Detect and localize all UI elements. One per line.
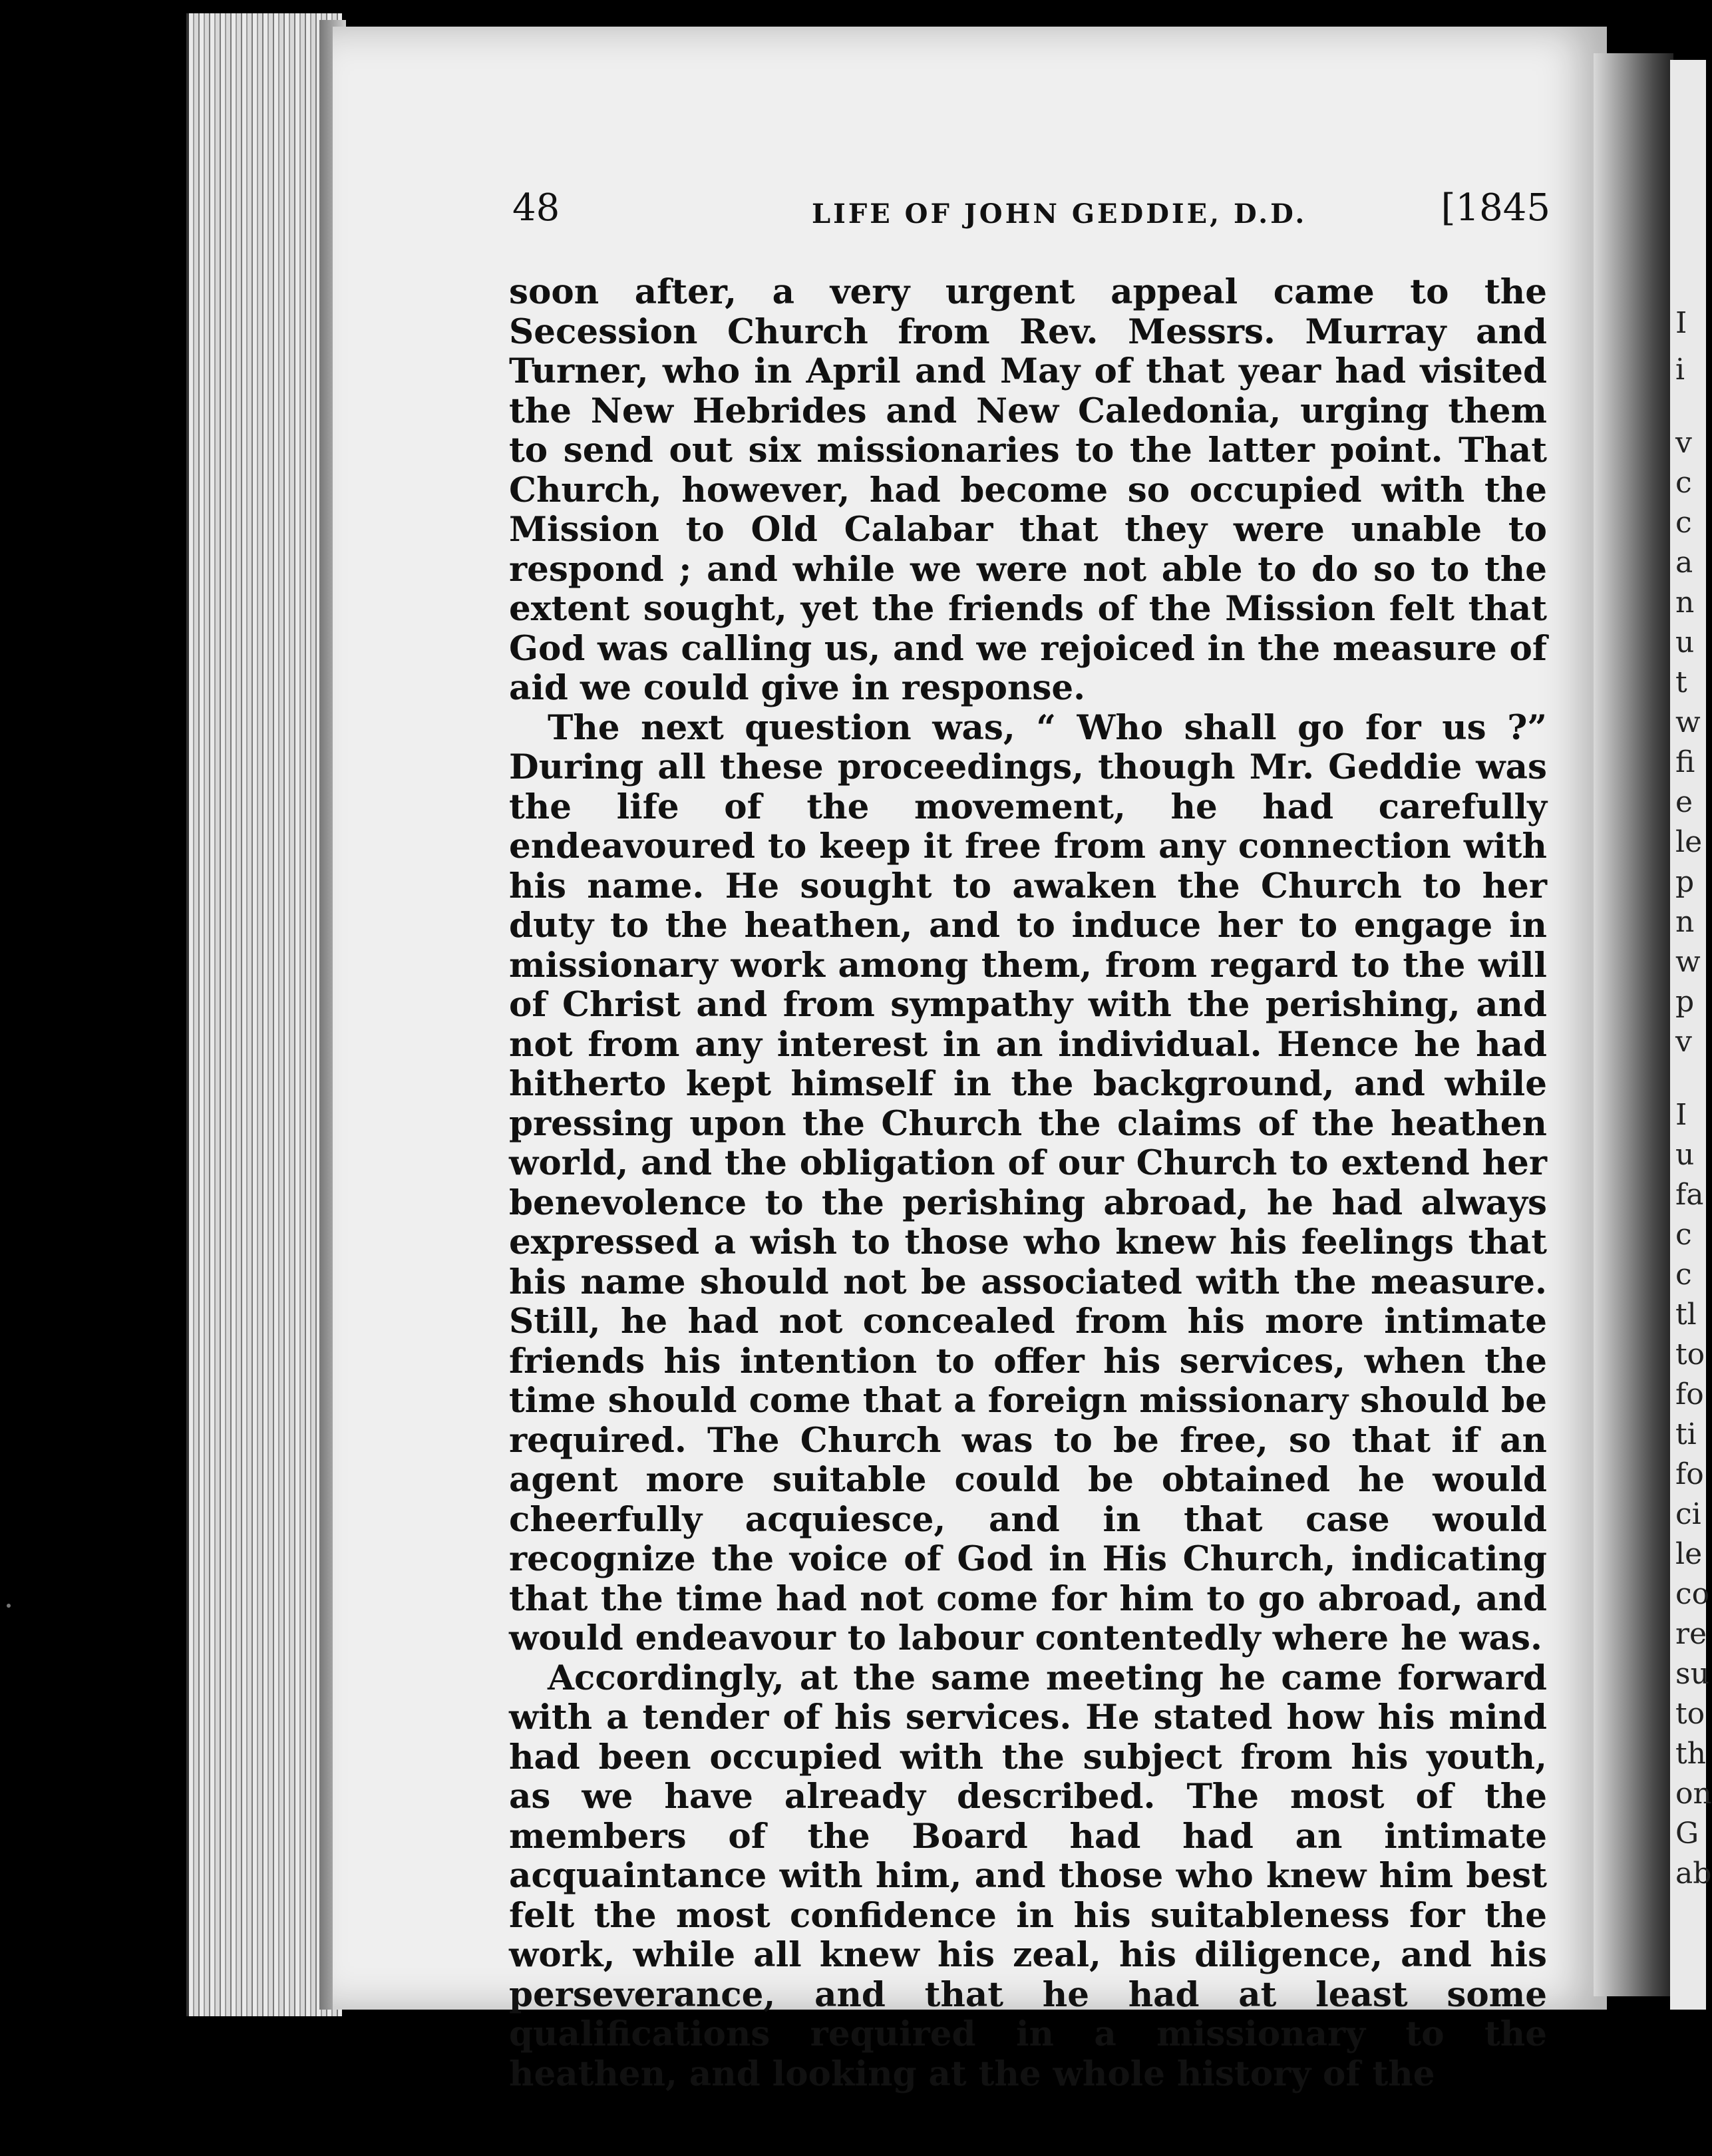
- next-page-fragment: v: [1675, 426, 1692, 460]
- next-page-fragment: G: [1675, 1817, 1699, 1851]
- page-number: 48: [512, 186, 560, 230]
- next-page-fragment: v: [1675, 1025, 1692, 1059]
- next-page-fragment: le: [1675, 1537, 1703, 1571]
- next-page-fragment: re: [1675, 1617, 1707, 1651]
- next-page-fragment: i: [1675, 353, 1685, 387]
- next-page-fragment: I: [1675, 306, 1687, 340]
- book-page-edges: [186, 13, 342, 2016]
- next-page-fragment: to: [1675, 1697, 1705, 1731]
- page-header: [512, 186, 1550, 240]
- next-page-edge: [1670, 60, 1712, 2010]
- paragraph-2: The next question was, “ Who shall go for us ?” During all these proceedings, though Mr. Geddie was the life of the movement, he had carefully endeavoured to keep it free from any connection with his name. He sought to awaken the Church to her duty to the heathen, and to induce her to engage in missionary work among them, from regard to the will of Christ and from sympathy with the perishing, and not from any interest in an individual. Hence he had hitherto kept himself in the background, and while pressing upon the Church the claims of the heathen world, and the obligation of our Church to extend her benevolence to the perishing abroad, he had always expressed a wish to those who knew his feelings that his name should not be associated with the measure. Still, he had not concealed from his more intimate friends his intention to offer his services, when the time should come that a foreign missionary should be required. The Church was to be free, so that if an agent more suitable could be obtained he would cheerfully acquiesce, and in that case would recognize the voice of God in His Church, indicating that the time had not come for him to go abroad, and would endeavour to labour contentedly where he was.: [509, 707, 1547, 1658]
- next-page-fragment: fo: [1675, 1457, 1704, 1491]
- paragraph-3: Accordingly, at the same meeting he came forward with a tender of his services. He stated how his mind had been occupied with the subject from his youth, as we have already described. The most of the members of the Board had had an intimate acquaintance with him, and those who knew him best felt the most confidence in his suitableness for the work, while all knew his zeal, his diligence, and his perseverance, and that he had at least some qualifications required in a missionary to the heathen, and looking at the whole history of the: [509, 1658, 1547, 2094]
- paragraph-1: soon after, a very urgent appeal came to the Secession Church from Rev. Messrs. Murray and Turner, who in April and May of that year had visited the New Hebrides and New Caledonia, urging them to send out six missionaries to the latter point. That Church, however, had become so occupied with the Mission to Old Calabar that they were unable to respond ; and while we were not able to do so to the extent sought, yet the friends of the Mission felt that God was calling us, and we rejoiced in the measure of aid we could give in response.: [509, 272, 1547, 708]
- next-page-fragment: w: [1675, 945, 1701, 979]
- next-page-fragment: t: [1675, 665, 1687, 699]
- next-page-fragment: on: [1675, 1777, 1712, 1811]
- next-page-fragment: fi: [1675, 745, 1695, 779]
- next-page-fragment: p: [1675, 865, 1695, 899]
- page-gutter-fold: [1594, 53, 1673, 1996]
- next-page-fragment: c: [1675, 506, 1692, 540]
- next-page-fragment: ti: [1675, 1417, 1697, 1451]
- next-page-fragment: ab: [1675, 1857, 1712, 1890]
- next-page-fragment: n: [1675, 905, 1695, 939]
- running-title: LIFE OF JOHN GEDDIE, D.D.: [812, 198, 1307, 230]
- next-page-fragment: p: [1675, 985, 1695, 1019]
- next-page-fragment: th: [1675, 1737, 1707, 1771]
- next-page-fragment: a: [1675, 546, 1693, 580]
- next-page-fragment: c: [1675, 1218, 1692, 1252]
- next-page-fragment: le: [1675, 825, 1703, 859]
- next-page-fragment: u: [1675, 1138, 1695, 1172]
- year-marker: [1845: [1441, 186, 1550, 230]
- next-page-fragment: n: [1675, 586, 1695, 620]
- next-page-fragment: fa: [1675, 1178, 1704, 1212]
- next-page-fragment: I: [1675, 1098, 1687, 1132]
- next-page-fragment: c: [1675, 1258, 1692, 1292]
- next-page-fragment: su: [1675, 1657, 1709, 1691]
- next-page-fragment: c: [1675, 466, 1692, 500]
- next-page-fragment: fo: [1675, 1377, 1704, 1411]
- next-page-fragment: e: [1675, 785, 1693, 819]
- next-page-fragment: w: [1675, 705, 1701, 739]
- next-page-fragment: co: [1675, 1577, 1710, 1611]
- next-page-fragment: ci: [1675, 1497, 1701, 1531]
- next-page-fragment: tl: [1675, 1298, 1697, 1332]
- body-text: [509, 273, 1547, 2094]
- scan-speck: [7, 1604, 11, 1608]
- next-page-fragment: u: [1675, 626, 1695, 659]
- next-page-fragment: to: [1675, 1338, 1705, 1371]
